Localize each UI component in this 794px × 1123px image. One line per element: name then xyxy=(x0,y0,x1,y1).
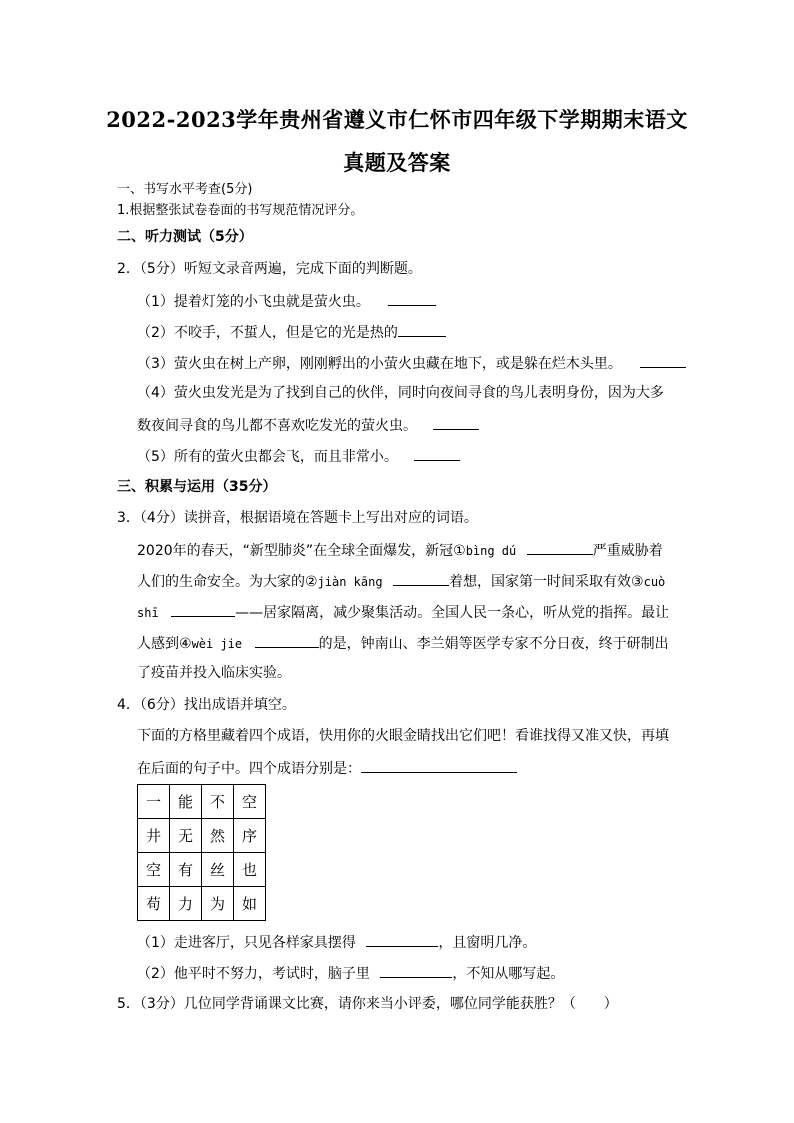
q2-stem: 2．（5分）听短文录音两遍，完成下面的判断题。 xyxy=(117,261,422,277)
grid-cell: 一 xyxy=(138,785,170,819)
document-title-line2: 真题及答案 xyxy=(343,150,451,175)
q2-item-5-answer-blank[interactable] xyxy=(414,446,460,461)
q3-pinyin-3b: shī xyxy=(137,606,159,620)
q4-s1a: （1）走进客厅，只见各样家具摆得 xyxy=(137,935,356,951)
q4-s1b: ，且窗明几净。 xyxy=(438,935,537,951)
q3-paragraph-line1 xyxy=(137,540,663,560)
q3-p2b: 着想，国家第一时间采取有效③ xyxy=(449,574,644,590)
grid-cell: 有 xyxy=(170,853,202,887)
q2-item-4-answer-blank[interactable] xyxy=(433,415,479,430)
grid-cell: 空 xyxy=(234,785,266,819)
q3-p4a: 人感到④ xyxy=(137,636,192,652)
q3-p2a: 人们的生命安全。为大家的② xyxy=(137,574,318,590)
q5-stem: 5．（3分）几位同学背诵课文比赛，请你来当小评委，哪位同学能获胜？（ ） xyxy=(117,996,618,1012)
grid-row xyxy=(138,887,266,921)
q3-stem: 3．（4分）读拼音，根据语境在答题卡上写出对应的词语。 xyxy=(117,510,478,526)
q3-answer-blank-3[interactable] xyxy=(171,602,235,617)
grid-cell: 丝 xyxy=(202,853,234,887)
q4-sentence-2 xyxy=(137,963,564,983)
grid-cell: 苟 xyxy=(138,887,170,921)
q3-p1a: 2020年的春天，“新型肺炎”在全球全面爆发，新冠① xyxy=(137,543,466,559)
q2-item-2 xyxy=(137,322,446,342)
q4-intro-line2 xyxy=(137,758,517,778)
q3-paragraph-line4 xyxy=(137,633,669,653)
grid-row xyxy=(138,785,266,819)
grid-cell: 无 xyxy=(170,819,202,853)
q2-item-2-text: （2）不咬手，不蜇人，但是它的光是热的 xyxy=(137,325,398,341)
q2-item-4-text2: 数夜间寻食的鸟儿都不喜欢吃发光的萤火虫。 xyxy=(137,418,417,434)
q2-item-1 xyxy=(137,291,436,311)
q4-intro2: 在后面的句子中。四个成语分别是： xyxy=(137,761,361,777)
q4-stem: 4．（6分）找出成语并填空。 xyxy=(117,697,296,713)
grid-cell: 不 xyxy=(202,785,234,819)
q3-answer-blank-2[interactable] xyxy=(393,571,449,586)
q2-item-5-text: （5）所有的萤火虫都会飞，而且非常小。 xyxy=(137,449,398,465)
q4-sentence-1 xyxy=(137,932,536,952)
grid-cell: 如 xyxy=(234,887,266,921)
q2-item-4-line2 xyxy=(137,415,479,435)
grid-cell: 能 xyxy=(170,785,202,819)
q4-s2b: ，不知从哪写起。 xyxy=(452,966,565,982)
q2-item-3-answer-blank[interactable] xyxy=(640,353,686,368)
grid-cell: 也 xyxy=(234,853,266,887)
grid-cell: 序 xyxy=(234,819,266,853)
grid-cell: 井 xyxy=(138,819,170,853)
grid-cell: 空 xyxy=(138,853,170,887)
q4-idioms-answer-blank[interactable] xyxy=(361,758,517,773)
q3-pinyin-4: wèi jie xyxy=(191,637,243,651)
section1-heading: 一、书写水平考查(5分) xyxy=(117,182,253,197)
grid-cell: 然 xyxy=(202,819,234,853)
q4-s2a: （2）他平时不努力，考试时，脑子里 xyxy=(137,966,370,982)
q3-paragraph-line3 xyxy=(137,602,669,622)
section3-heading: 三、积累与运用（35分） xyxy=(117,479,277,495)
q2-item-3-text: （3）萤火虫在树上产卵，刚刚孵出的小萤火虫藏在地下，或是躲在烂木头里。 xyxy=(137,356,622,372)
q2-item-1-answer-blank[interactable] xyxy=(388,291,436,306)
q3-p1b: 严重威胁着 xyxy=(592,543,663,559)
q3-p4b: 的是，钟南山、李兰娟等医学专家不分日夜，终于研制出 xyxy=(318,636,669,652)
grid-cell: 为 xyxy=(202,887,234,921)
q3-answer-blank-4[interactable] xyxy=(255,633,319,648)
grid-cell: 力 xyxy=(170,887,202,921)
q4-answer-blank-2[interactable] xyxy=(380,963,452,978)
idiom-character-grid xyxy=(137,784,266,921)
q4-intro-line1: 下面的方格里藏着四个成语，快用你的火眼金睛找出它们吧！看谁找得又准又快，再填 xyxy=(137,728,669,744)
q3-pinyin-2: jiàn kāng xyxy=(317,575,383,589)
q3-pinyin-3a: cuò xyxy=(643,575,666,589)
q4-answer-blank-1[interactable] xyxy=(366,932,438,947)
q3-paragraph-line2 xyxy=(137,571,665,591)
section1-item1: 1.根据整张试卷卷面的书写规范情况评分。 xyxy=(117,203,364,218)
q3-answer-blank-1[interactable] xyxy=(527,540,593,555)
grid-row xyxy=(138,853,266,887)
q2-item-5 xyxy=(137,446,460,466)
q2-item-1-text: （1）提着灯笼的小飞虫就是萤火虫。 xyxy=(137,294,370,310)
q3-pinyin-1: bìng dú xyxy=(465,544,517,558)
document-title-line1: 2022-2023学年贵州省遵义市仁怀市四年级下学期期末语文 xyxy=(106,107,688,132)
q2-item-3 xyxy=(137,353,686,373)
grid-row xyxy=(138,819,266,853)
section2-heading: 二、听力测试（5分） xyxy=(117,229,253,245)
q3-paragraph-line5: 了疫苗并投入临床实验。 xyxy=(137,665,291,681)
q2-item-2-answer-blank[interactable] xyxy=(398,322,446,337)
q2-item-4-line1: （4）萤火虫发光是为了找到自己的伙伴，同时向夜间寻食的鸟儿表明身份，因为大多 xyxy=(137,385,664,401)
q3-p3b: ——居家隔离，减少聚集活动。全国人民一条心，听从党的指挥。最让 xyxy=(235,605,670,621)
